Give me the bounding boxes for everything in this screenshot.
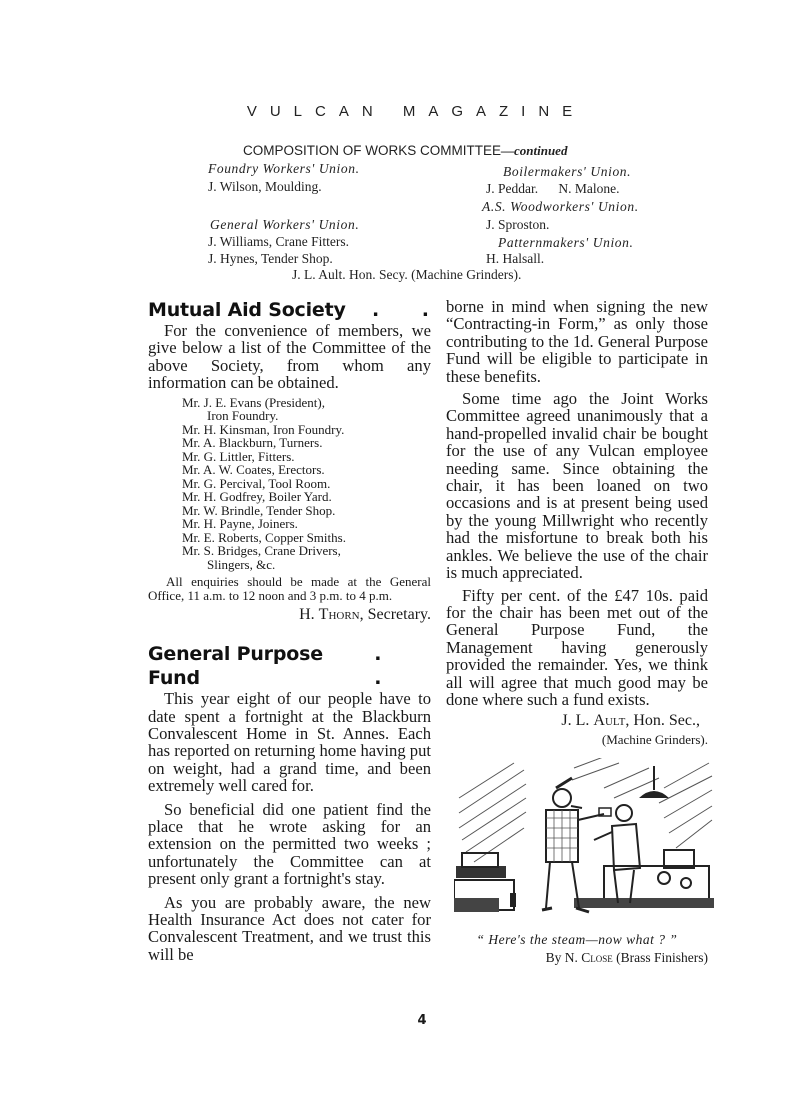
member-item: Mr. G. Percival, Tool Room. bbox=[182, 475, 331, 491]
credit-suffix: (Brass Finishers) bbox=[612, 950, 708, 966]
member-item: Mr. A. W. Coates, Erectors. bbox=[182, 462, 325, 478]
member-item: Mr. H. Godfrey, Boiler Yard. bbox=[182, 489, 332, 505]
enquiries-note: All enquiries should be made at the General Office, 11 a.m. to 12 noon and 3 p.m. to 4 p.m. bbox=[148, 574, 431, 603]
union-name: Boilermakers' Union. bbox=[503, 164, 632, 179]
committee-member: J. Hynes, Tender Shop. bbox=[208, 251, 333, 266]
committee-title bbox=[243, 143, 567, 159]
member-item: Mr. A. Blackburn, Turners. bbox=[182, 435, 323, 451]
cartoon-credit bbox=[446, 950, 708, 966]
signature-title: , Secretary. bbox=[359, 606, 431, 624]
mutual-aid-intro: For the convenience of members, we give below a list of the Committee of the above Society, from whom any information can be obtained. bbox=[148, 321, 431, 393]
cartoon-caption: “ Here's the steam—now what ? ” bbox=[476, 932, 678, 948]
member-line-cont: Slingers, &c. bbox=[207, 556, 276, 572]
union-name: Patternmakers' Union. bbox=[498, 235, 634, 250]
paragraph-continued: borne in mind when signing the new “Contracting-in Form,” as only those contributing to the 1d. General Purpose Fund will be eligible to participate in these benefits. bbox=[446, 297, 708, 386]
section-heading-mutual-aid bbox=[148, 298, 447, 322]
committee-member: J. Williams, Crane Fitters. bbox=[208, 234, 349, 249]
secretary-signature bbox=[148, 606, 431, 624]
member-item: Mr. H. Payne, Joiners. bbox=[182, 516, 298, 532]
committee-title-text: COMPOSITION OF WORKS COMMITTEE bbox=[243, 143, 501, 158]
cartoon-illustration-icon bbox=[454, 758, 716, 928]
member-item: Mr. E. Roberts, Copper Smiths. bbox=[182, 529, 346, 545]
heading-dots: . . bbox=[371, 299, 447, 321]
paragraph: Some time ago the Joint Works Committee agreed unanimously that a hand-propelled invalid chair be bought for the use of any Vulcan employee needing same. Since obtaining the chair, it has been loaned on two occasions and is at present being used by the young Millwright who recently had the misfortune to break both his ankles. We believe the use of the chair is much appreciated. bbox=[446, 389, 708, 583]
committee-member: J. Wilson, Moulding. bbox=[208, 179, 322, 194]
member-item bbox=[182, 544, 431, 571]
credit-name: Close bbox=[581, 950, 613, 966]
member-item: Mr. H. Kinsman, Iron Foundry. bbox=[182, 421, 345, 437]
member-item bbox=[182, 396, 431, 423]
member-item: Mr. W. Brindle, Tender Shop. bbox=[182, 502, 336, 518]
paragraph: This year eight of our people have to date spent a fortnight at the Blackburn Convalescent Home in St. Annes. Each has reported on returning home having put on weight, had a grand time, and been extremely well cared for. bbox=[148, 689, 431, 796]
section-heading-general-purpose bbox=[148, 642, 431, 690]
signature-department: (Machine Grinders). bbox=[601, 732, 708, 748]
committee-member: J. Peddar. N. Malone. bbox=[486, 181, 620, 196]
member-list bbox=[148, 396, 431, 572]
heading-dots: . . bbox=[374, 643, 400, 690]
committee-secretary: J. L. Ault. Hon. Secy. (Machine Grinders). bbox=[292, 267, 522, 282]
paragraph: Fifty per cent. of the £47 10s. paid for the chair has been met out of the General Purpose Fund, the Management having generously provided the remainder. Yes, we think all will agree that much good may be done where such a fund exists. bbox=[446, 585, 708, 709]
member-line: Mr. J. E. Evans (President), bbox=[182, 394, 325, 410]
signature-name: Thorn bbox=[318, 606, 360, 624]
hon-sec-signature bbox=[446, 712, 700, 730]
heading-text: General Purpose Fund bbox=[148, 643, 323, 690]
heading-text: Mutual Aid Society bbox=[148, 299, 346, 321]
masthead: VULCAN MAGAZINE bbox=[246, 103, 586, 120]
member-item: Mr. G. Littler, Fitters. bbox=[182, 448, 295, 464]
right-column bbox=[446, 298, 708, 966]
left-column bbox=[148, 298, 447, 964]
union-name: General Workers' Union. bbox=[210, 217, 360, 232]
committee-title-suffix: —continued bbox=[501, 143, 568, 158]
committee-member: J. Sproston. bbox=[486, 217, 550, 232]
union-name: Foundry Workers' Union. bbox=[208, 161, 360, 176]
signature-initial: H. bbox=[299, 606, 319, 624]
paragraph: So beneficial did one patient find the place that he wrote asking for an extension on the permitted two weeks ; unfortunately the Committee can at present only grant a fortnight's stay. bbox=[148, 799, 431, 889]
signature-name: Ault bbox=[593, 712, 626, 730]
committee-member: H. Halsall. bbox=[486, 251, 545, 266]
signature-initial: J. L. bbox=[561, 712, 594, 730]
member-line: Mr. S. Bridges, Crane Drivers, bbox=[182, 543, 341, 559]
signature-title: , Hon. Sec., bbox=[625, 712, 700, 730]
member-line-cont: Iron Foundry. bbox=[207, 408, 279, 424]
paragraph: As you are probably aware, the new Health Insurance Act does not cater for Convalescent Treatment, and we trust this will be bbox=[148, 892, 431, 964]
page-number: 4 bbox=[417, 1013, 427, 1028]
union-name: A.S. Woodworkers' Union. bbox=[482, 199, 639, 214]
credit-prefix: By N. bbox=[545, 950, 582, 966]
